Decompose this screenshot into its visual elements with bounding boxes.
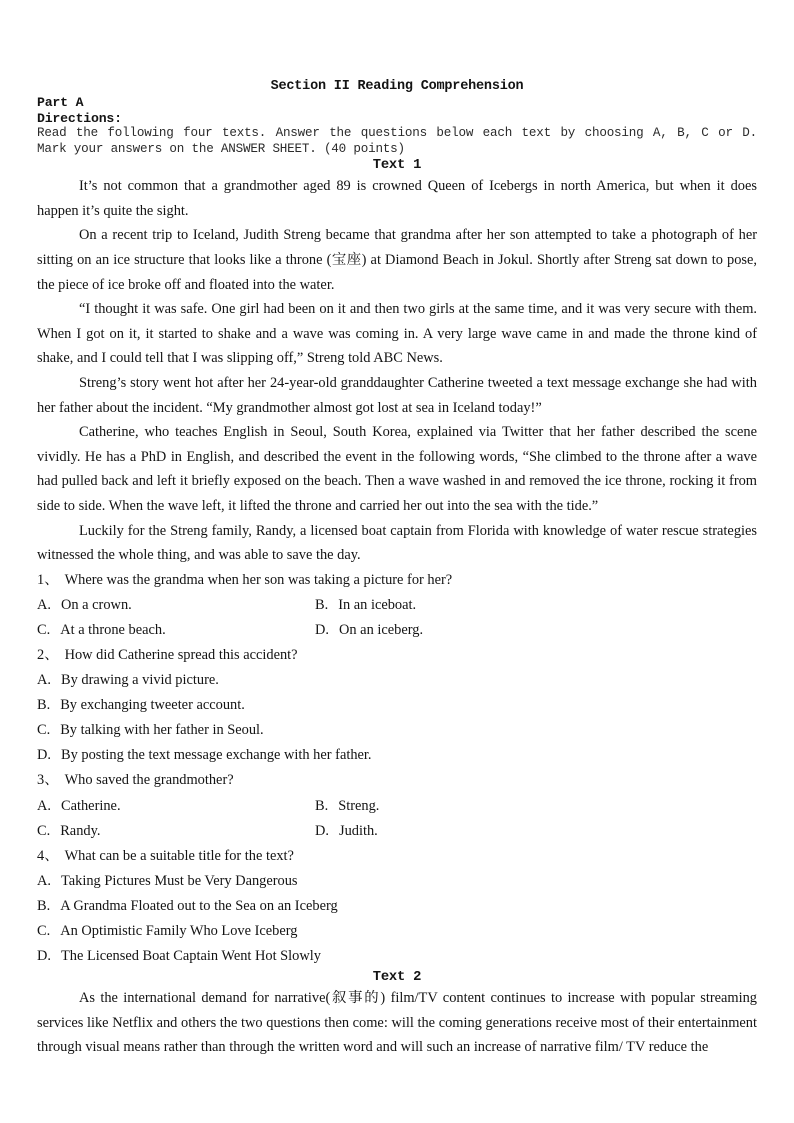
option-4-a-letter: A. xyxy=(37,872,51,889)
directions-label: Directions: xyxy=(37,110,122,126)
question-4-number: 4、 xyxy=(37,847,59,864)
option-3-d xyxy=(315,819,378,844)
option-4-a xyxy=(37,869,757,894)
option-2-b-text: By exchanging tweeter account. xyxy=(60,697,245,714)
option-2-d-letter: D. xyxy=(37,747,51,764)
option-3-c xyxy=(37,819,315,844)
directions-text: Read the following four texts. Answer the questions below each text by choosing A, B, C or D. Mark your answers on the ANSWER SHEET. (40 points) xyxy=(37,126,757,156)
option-2-d xyxy=(37,743,757,768)
option-3-b-letter: B. xyxy=(315,797,329,814)
option-3-a xyxy=(37,794,315,819)
section-title: Section II Reading Comprehension xyxy=(270,79,524,94)
option-1-c xyxy=(37,618,315,643)
text1-paragraph-1: It’s not common that a grandmother aged 89 is crowned Queen of Icebergs in north America, but when it does happen it’s quite the sight. xyxy=(37,178,757,219)
text1-paragraph-6: Luckily for the Streng family, Randy, a licensed boat captain from Florida with knowledge of water rescue strategies witnessed the whole thing, and was able to save the day. xyxy=(37,522,757,564)
option-1-d-letter: D. xyxy=(315,621,329,638)
option-2-a xyxy=(37,668,757,693)
question-4 xyxy=(37,844,757,869)
option-1-b-text: In an iceboat. xyxy=(338,596,417,613)
text2-heading: Text 2 xyxy=(372,970,422,986)
option-2-b-letter: B. xyxy=(37,697,51,714)
option-4-d-text: The Licensed Boat Captain Went Hot Slowly xyxy=(61,948,321,965)
option-2-c-text: By talking with her father in Seoul. xyxy=(60,722,264,739)
option-4-c xyxy=(37,919,757,944)
option-1-b-letter: B. xyxy=(315,596,329,613)
option-3-c-text: Randy. xyxy=(60,822,101,839)
option-1-a-letter: A. xyxy=(37,596,51,613)
option-1-d-text: On an iceberg. xyxy=(339,621,424,638)
option-1-c-letter: C. xyxy=(37,621,51,638)
text2-paragraph-1: As the international demand for narrative(叙事的) film/TV content continues to increase with popular streaming services like Netflix and others the two questions then come: will the coming generations receive most of their entertainment through visual means rather than through the written word and will such an increase of narrative film/ TV reduce the xyxy=(37,990,757,1056)
text1-paragraph-5: Catherine, who teaches English in Seoul, South Korea, explained via Twitter that her father described the scene vividly. He has a PhD in English, and described the event in the following words, “She climbed to the throne after a wave had pulled back and left it briefly exposed on the beach. Then a wave washed in and removed the ice throne, rocking it from side to side. When the wave left, it lifted the throne and carried her out into the sea with the tide.” xyxy=(37,424,757,514)
option-4-d-letter: D. xyxy=(37,948,51,965)
text1-paragraph-4: Streng’s story went hot after her 24-year-old granddaughter Catherine tweeted a text message exchange she had with her father about the incident. “My grandmother almost got lost at sea in Iceland today!” xyxy=(37,374,757,416)
option-4-b-text: A Grandma Floated out to the Sea on an Iceberg xyxy=(60,897,338,914)
option-2-c-letter: C. xyxy=(37,722,51,739)
option-4-d xyxy=(37,944,757,969)
option-1-c-text: At a throne beach. xyxy=(60,621,166,638)
question-2 xyxy=(37,643,757,668)
option-1-a xyxy=(37,593,315,618)
option-1-b xyxy=(315,593,416,618)
option-4-b-letter: B. xyxy=(37,897,51,914)
question-3-options-row-1 xyxy=(37,794,757,819)
option-3-c-letter: C. xyxy=(37,822,51,839)
option-2-d-text: By posting the text message exchange with her father. xyxy=(61,747,372,764)
question-1-number: 1、 xyxy=(37,571,59,588)
question-3 xyxy=(37,768,757,793)
question-3-options-row-2 xyxy=(37,819,757,844)
question-3-number: 3、 xyxy=(37,772,59,789)
text1-paragraph-2: On a recent trip to Iceland, Judith Streng became that grandma after her son attempted to take a photograph of her sitting on an ice structure that looks like a throne (宝座) at Diamond Beach in Jokul. Shortly after Streng sat down to pose, the piece of ice broke off and floated into the water. xyxy=(37,227,757,293)
option-1-a-text: On a crown. xyxy=(61,596,132,613)
question-1-options-row-1 xyxy=(37,593,757,618)
question-2-text: How did Catherine spread this accident? xyxy=(64,646,298,663)
question-4-text: What can be a suitable title for the text? xyxy=(64,847,294,864)
option-2-a-text: By drawing a vivid picture. xyxy=(61,672,219,689)
option-2-b xyxy=(37,693,757,718)
option-2-c xyxy=(37,718,757,743)
option-1-d xyxy=(315,618,423,643)
question-1-options-row-2 xyxy=(37,618,757,643)
text1-heading: Text 1 xyxy=(372,158,422,174)
option-2-a-letter: A. xyxy=(37,672,51,689)
option-3-a-letter: A. xyxy=(37,797,51,814)
option-4-a-text: Taking Pictures Must be Very Dangerous xyxy=(61,872,298,889)
option-3-d-letter: D. xyxy=(315,822,329,839)
question-1 xyxy=(37,568,757,593)
option-3-b-text: Streng. xyxy=(338,797,380,814)
option-4-c-text: An Optimistic Family Who Love Iceberg xyxy=(60,923,298,939)
question-2-number: 2、 xyxy=(37,646,59,663)
option-3-b xyxy=(315,794,379,819)
question-1-text: Where was the grandma when her son was taking a picture for her? xyxy=(64,571,453,588)
question-3-text: Who saved the grandmother? xyxy=(64,772,234,789)
option-3-a-text: Catherine. xyxy=(61,797,121,814)
text1-paragraph-3: “I thought it was safe. One girl had been on it and then two girls at the same time, and it was very secure with them. When I got on it, it started to shake and a wave was coming in. A very large wave came in and made the throne kind of shake, and I could tell that I was slipping off,” Streng told ABC News. xyxy=(37,301,757,367)
option-4-b xyxy=(37,894,757,919)
part-label: Part A xyxy=(37,95,84,110)
option-4-c-letter: C. xyxy=(37,923,51,939)
option-3-d-text: Judith. xyxy=(339,822,378,839)
